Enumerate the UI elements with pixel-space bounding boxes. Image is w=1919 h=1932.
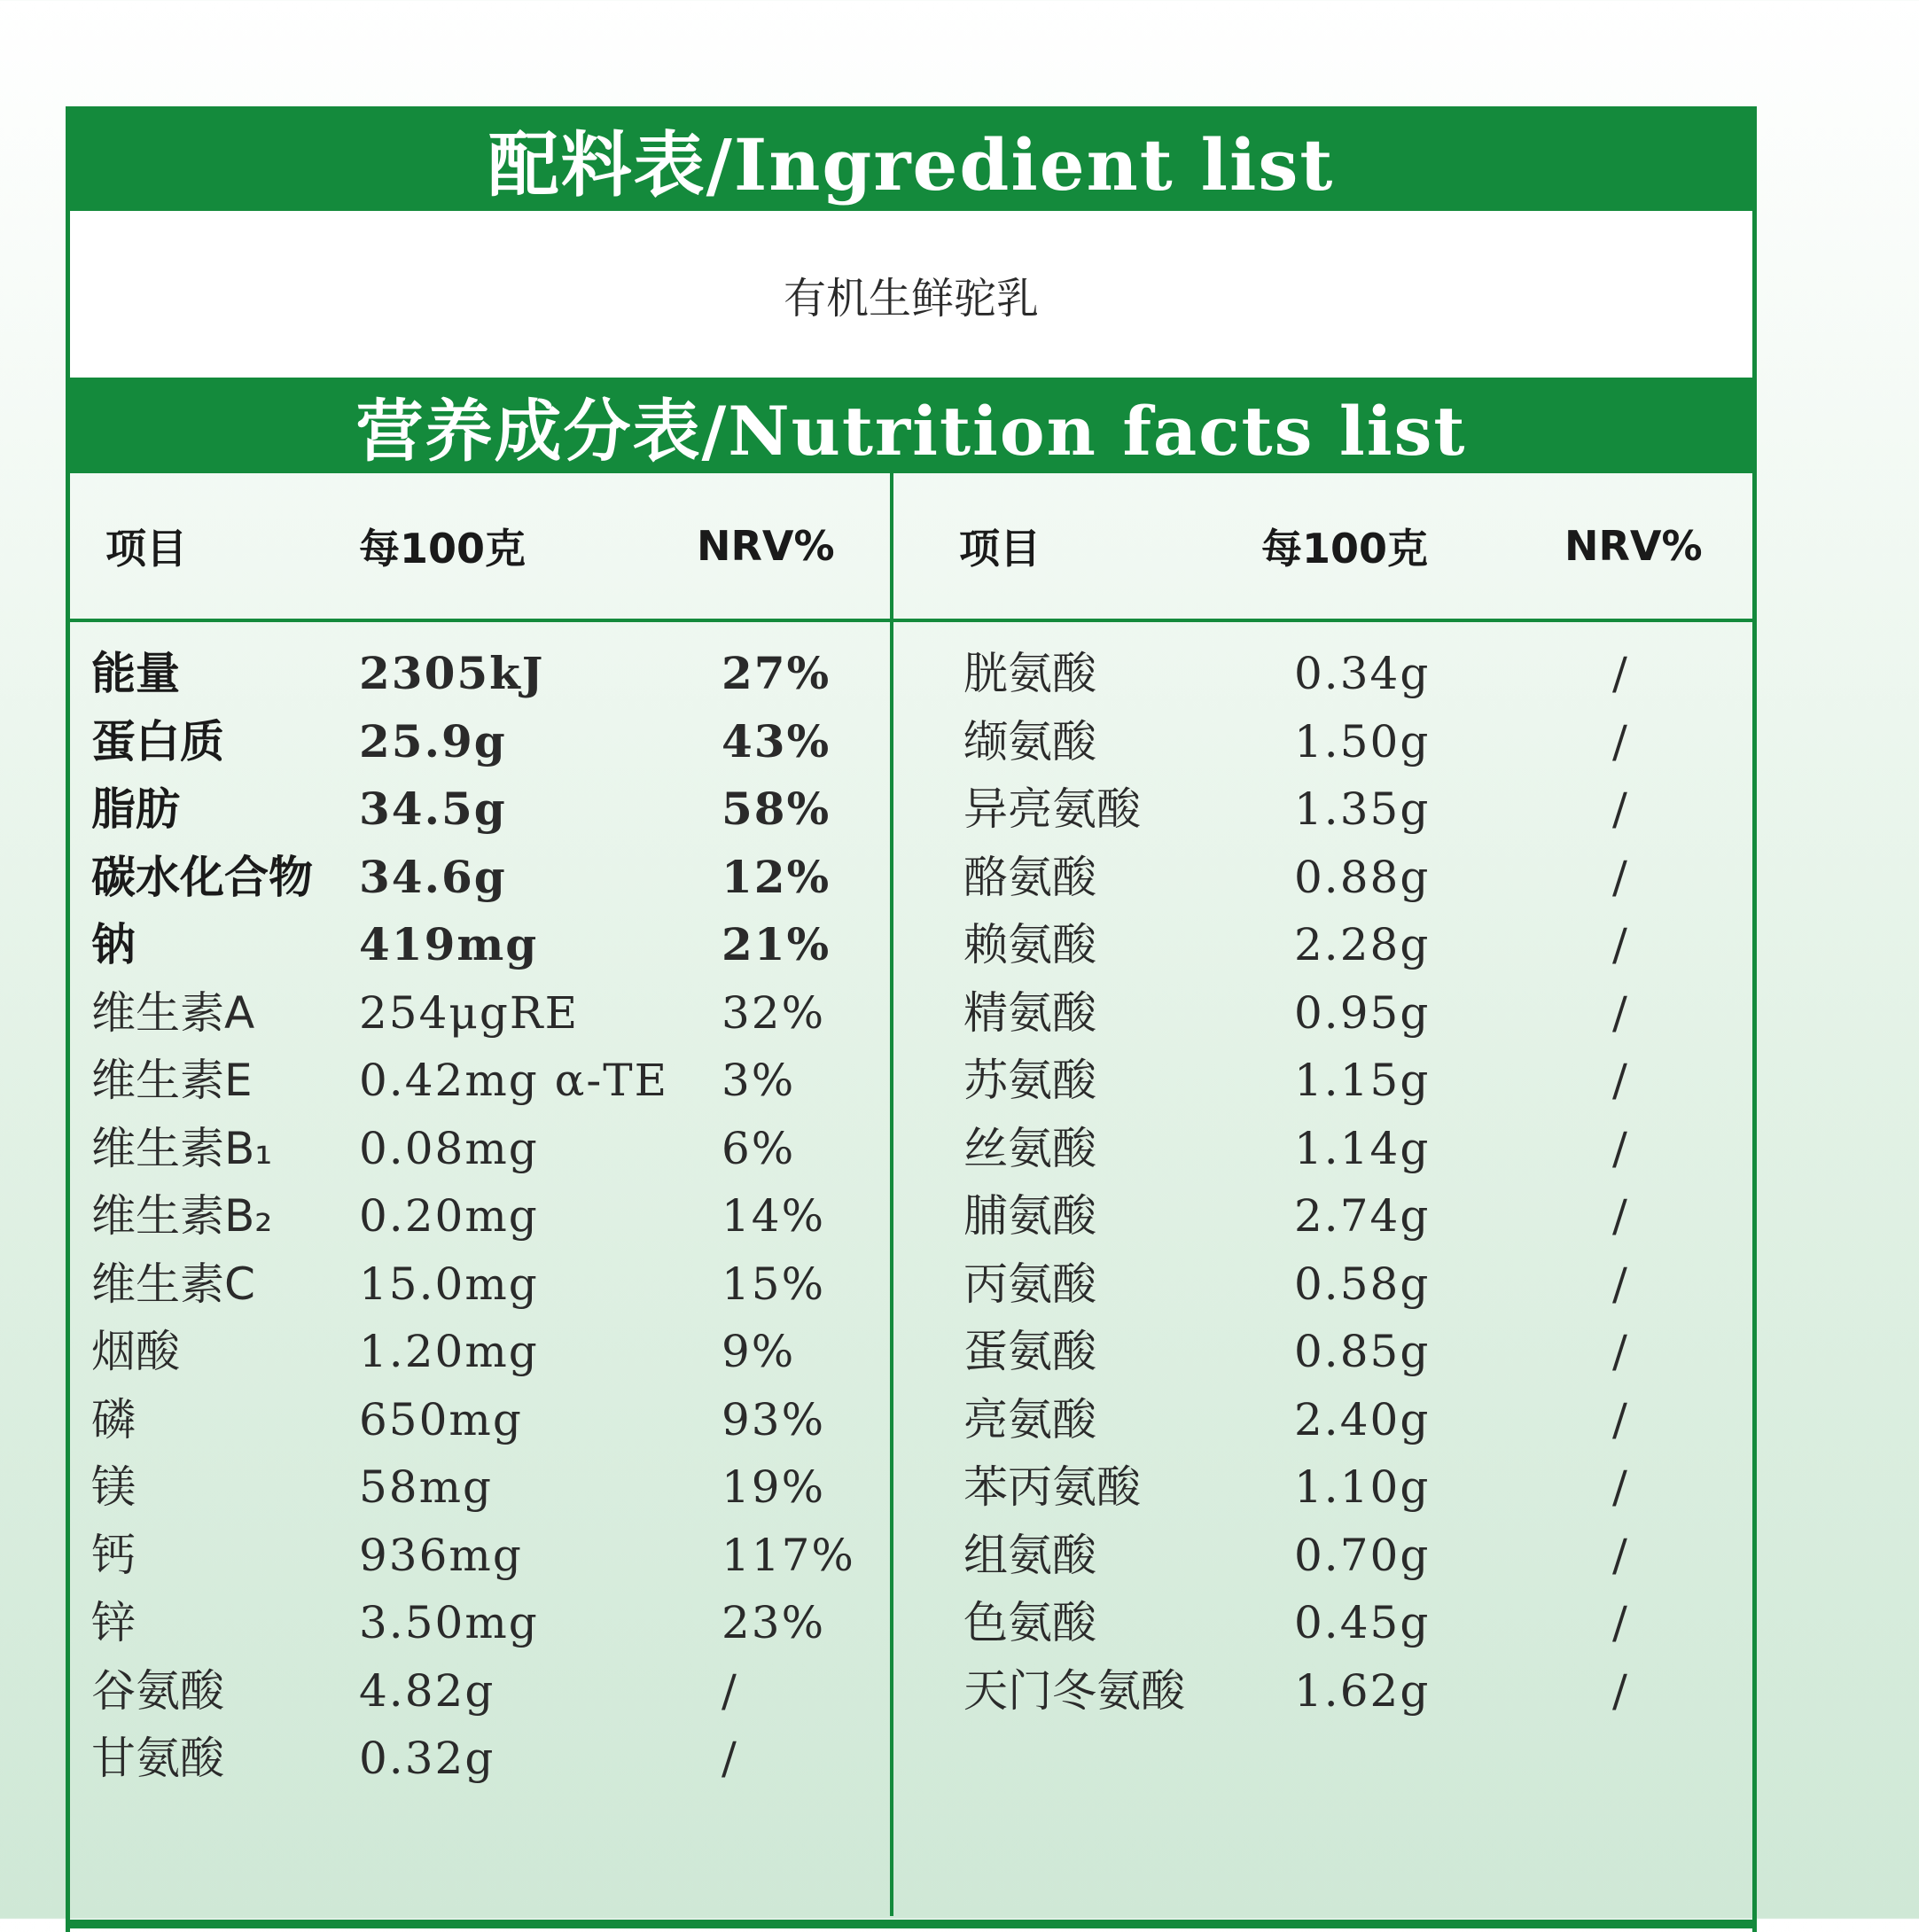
nutrient-amount: 1.20mg — [359, 1326, 539, 1377]
nutrient-name: 烟酸 — [91, 1326, 180, 1377]
nutrient-nrv: / — [1612, 783, 1629, 835]
nutrient-name: 丝氨酸 — [963, 1122, 1096, 1174]
nutrient-nrv: 43% — [722, 714, 831, 767]
label-panel — [66, 106, 1757, 1932]
table-row — [70, 1047, 890, 1115]
nutrient-nrv: 19% — [722, 1461, 826, 1513]
nutrient-name: 苏氨酸 — [963, 1055, 1096, 1106]
table-row — [893, 1250, 1752, 1319]
table-row — [70, 1318, 890, 1386]
header-nrv: NRV% — [697, 522, 835, 570]
ingredient-list-title: 配料表/Ingredient list — [70, 106, 1752, 211]
table-row — [893, 979, 1752, 1048]
nutrient-nrv: / — [1612, 1597, 1629, 1648]
nutrient-name: 镁 — [91, 1461, 136, 1513]
nutrient-name: 谷氨酸 — [91, 1664, 224, 1717]
nutrient-name: 异亮氨酸 — [963, 783, 1141, 835]
nutrient-amount: 0.20mg — [359, 1190, 539, 1242]
nutrient-name: 精氨酸 — [963, 986, 1096, 1039]
nutrient-amount: 419mg — [359, 918, 539, 970]
nutrient-nrv: / — [1612, 1326, 1629, 1377]
nutrient-amount: 0.34g — [1294, 648, 1431, 699]
nutrient-nrv: / — [1612, 1122, 1629, 1174]
nutrient-amount: 34.6g — [359, 850, 507, 903]
table-row — [70, 1250, 890, 1319]
nutrient-nrv: 6% — [722, 1122, 796, 1174]
nutrient-name: 脯氨酸 — [963, 1190, 1096, 1242]
nutrient-name: 维生素C — [91, 1258, 255, 1310]
nutrient-nrv: 21% — [722, 918, 831, 970]
nutrient-amount: 2.40g — [1294, 1393, 1431, 1445]
nutrient-name: 能量 — [91, 648, 180, 699]
nutrient-rows-left — [70, 640, 890, 1793]
nutrient-name: 组氨酸 — [963, 1529, 1096, 1581]
table-row — [893, 1115, 1752, 1183]
nutrient-amount: 0.42mg α-TE — [359, 1055, 669, 1106]
nutrient-name: 色氨酸 — [963, 1597, 1096, 1648]
table-row — [70, 1386, 890, 1454]
table-row — [893, 1589, 1752, 1657]
nutrient-nrv: / — [1612, 1393, 1629, 1445]
table-row — [893, 1318, 1752, 1386]
nutrient-amount: 2.74g — [1294, 1190, 1431, 1242]
nutrient-nrv: 117% — [722, 1529, 855, 1581]
nutrient-amount: 1.62g — [1294, 1664, 1431, 1717]
nutrient-amount: 0.08mg — [359, 1122, 539, 1174]
nutrient-name: 胱氨酸 — [963, 648, 1096, 699]
table-row — [893, 844, 1752, 912]
nutrient-name: 甘氨酸 — [91, 1733, 224, 1784]
nutrient-name: 维生素B₁ — [91, 1122, 273, 1174]
table-row — [893, 1453, 1752, 1522]
nutrient-nrv: / — [1612, 1664, 1629, 1717]
table-row — [70, 1725, 890, 1793]
nutrient-name: 蛋白质 — [91, 715, 224, 767]
nutrient-amount: 0.70g — [1294, 1529, 1431, 1581]
table-row — [70, 1657, 890, 1726]
nutrient-name: 维生素B₂ — [91, 1190, 273, 1242]
nutrient-nrv: 3% — [722, 1055, 796, 1106]
nutrient-nrv: 9% — [722, 1326, 796, 1377]
nutrient-amount: 0.45g — [1294, 1597, 1431, 1648]
header-item: 项目 — [959, 525, 1041, 573]
table-row — [70, 979, 890, 1048]
nutrient-amount: 1.14g — [1294, 1122, 1431, 1174]
nutrient-amount: 58mg — [359, 1461, 494, 1513]
table-row — [70, 844, 890, 912]
header-per100: 每100克 — [359, 525, 527, 573]
table-row — [70, 775, 890, 844]
nutrient-amount: 0.32g — [359, 1733, 495, 1784]
nutrient-amount: 1.35g — [1294, 783, 1431, 835]
nutrient-nrv: / — [1612, 715, 1629, 767]
nutrient-amount: 1.15g — [1294, 1055, 1431, 1106]
table-row — [70, 640, 890, 708]
nutrient-name: 维生素E — [91, 1055, 253, 1106]
nutrient-nrv: / — [1612, 1190, 1629, 1242]
table-row — [893, 911, 1752, 979]
table-row — [893, 1522, 1752, 1590]
nutrient-amount: 15.0mg — [359, 1258, 539, 1310]
nutrient-nrv: / — [722, 1733, 738, 1784]
nutrient-name: 锌 — [91, 1597, 136, 1648]
table-row — [893, 640, 1752, 708]
header-row-left — [70, 473, 890, 619]
nutrient-amount: 254μgRE — [359, 986, 580, 1039]
nutrient-amount: 2.28g — [1294, 919, 1431, 970]
nutrient-name: 丙氨酸 — [963, 1258, 1096, 1310]
header-per100: 每100克 — [1261, 525, 1429, 573]
nutrient-name: 蛋氨酸 — [963, 1326, 1096, 1377]
nutrient-amount: 4.82g — [359, 1664, 495, 1717]
nutrient-amount: 1.10g — [1294, 1461, 1431, 1513]
nutrient-nrv: 27% — [722, 647, 831, 699]
ingredient-list-body — [70, 211, 1752, 378]
nutrient-nrv: 14% — [722, 1190, 826, 1242]
nutrient-nrv: / — [1612, 1529, 1629, 1581]
nutrient-amount: 2305kJ — [359, 647, 545, 699]
nutrient-nrv: / — [1612, 919, 1629, 970]
nutrient-name: 维生素A — [91, 986, 255, 1039]
nutrient-name: 钙 — [91, 1529, 136, 1581]
table-row — [70, 1115, 890, 1183]
table-row — [893, 775, 1752, 844]
nutrient-nrv: 58% — [722, 783, 831, 835]
nutrition-table — [70, 473, 1752, 1916]
nutrient-amount: 936mg — [359, 1529, 523, 1581]
nutrition-facts-title: 营养成分表/Nutrition facts list — [70, 378, 1752, 473]
nutrient-name: 脂肪 — [91, 783, 180, 835]
nutrient-nrv: / — [722, 1664, 738, 1717]
table-row — [893, 1182, 1752, 1250]
ingredient-text: 有机生鲜驼乳 — [783, 273, 1039, 323]
nutrient-name: 赖氨酸 — [963, 919, 1096, 970]
nutrient-amount: 0.88g — [1294, 851, 1431, 903]
nutrient-nrv: / — [1612, 1258, 1629, 1310]
nutrient-nrv: / — [1612, 1461, 1629, 1513]
table-row — [893, 1657, 1752, 1726]
table-row — [70, 1522, 890, 1590]
nutrient-nrv: / — [1612, 851, 1629, 903]
nutrient-amount: 0.95g — [1294, 986, 1431, 1039]
nutrient-amount: 650mg — [359, 1393, 523, 1445]
nutrient-nrv: 32% — [722, 986, 826, 1039]
nutrient-name: 钠 — [91, 919, 136, 970]
nutrient-name: 亮氨酸 — [963, 1393, 1096, 1445]
nutrient-name: 缬氨酸 — [963, 715, 1096, 767]
nutrient-name: 磷 — [91, 1393, 136, 1445]
nutrient-nrv: / — [1612, 986, 1629, 1039]
table-bottom-border — [70, 1920, 1752, 1928]
nutrient-nrv: 93% — [722, 1393, 826, 1445]
nutrient-rows-right — [893, 640, 1752, 1725]
table-row — [70, 1453, 890, 1522]
nutrient-name: 天门冬氨酸 — [963, 1664, 1185, 1717]
header-item: 项目 — [105, 525, 187, 573]
nutrient-amount: 3.50mg — [359, 1597, 539, 1648]
nutrient-amount: 34.5g — [359, 783, 507, 835]
nutrient-nrv: 15% — [722, 1258, 826, 1310]
header-divider — [70, 619, 1752, 622]
nutrient-amount: 25.9g — [359, 714, 507, 767]
header-nrv: NRV% — [1564, 522, 1703, 570]
nutrient-amount: 1.50g — [1294, 715, 1431, 767]
nutrient-amount: 0.85g — [1294, 1326, 1431, 1377]
table-row — [893, 708, 1752, 776]
table-row — [893, 1047, 1752, 1115]
table-row — [70, 708, 890, 776]
nutrient-name: 酪氨酸 — [963, 851, 1096, 903]
table-row — [70, 1589, 890, 1657]
table-row — [893, 1386, 1752, 1454]
table-row — [70, 1182, 890, 1250]
nutrient-nrv: 12% — [722, 850, 831, 903]
table-row — [70, 911, 890, 979]
nutrient-nrv: 23% — [722, 1597, 826, 1648]
nutrient-name: 苯丙氨酸 — [963, 1461, 1141, 1513]
nutrient-nrv: / — [1612, 648, 1629, 699]
nutrient-name: 碳水化合物 — [91, 851, 313, 903]
header-row-right — [893, 473, 1752, 619]
nutrient-nrv: / — [1612, 1055, 1629, 1106]
nutrient-amount: 0.58g — [1294, 1258, 1431, 1310]
